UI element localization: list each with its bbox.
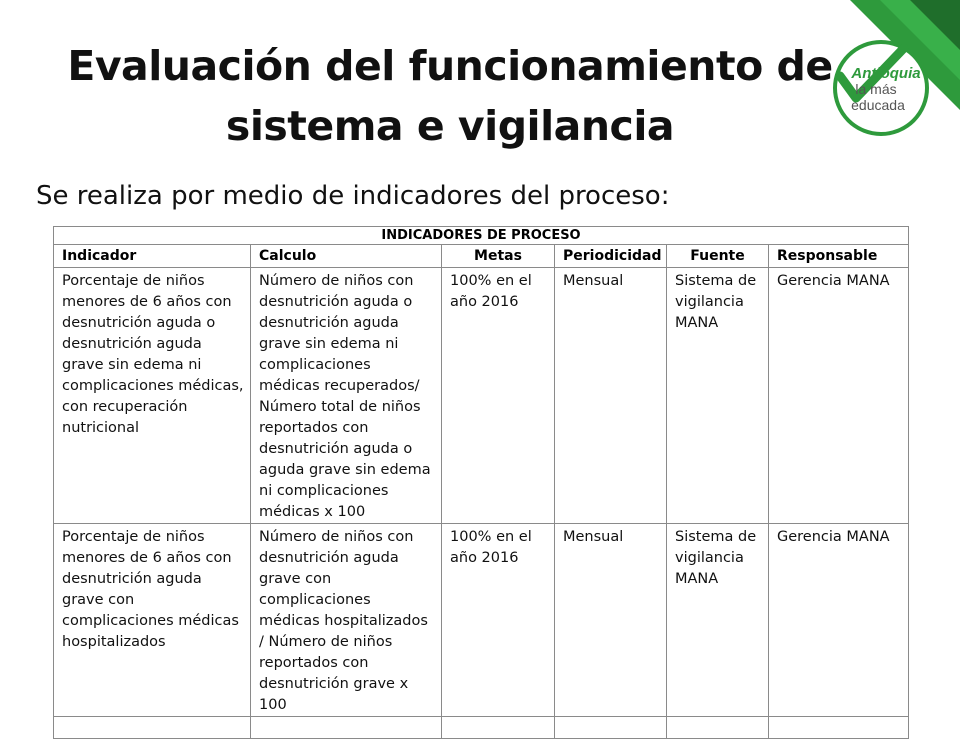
- cell-indicador: Porcentaje de niños menores de 6 años con desnutrición aguda grave con complicaciones médicas hospitalizados: [54, 524, 251, 717]
- header-periodicidad: Periodicidad: [555, 245, 667, 268]
- table-row: [54, 268, 909, 524]
- table-row: [54, 524, 909, 717]
- cell-periodicidad: Mensual: [555, 268, 667, 524]
- cell-calculo: Número de niños con desnutrición aguda grave con complicaciones médicas hospitalizados / Número de niños reportados con desnutrición grave x 100: [251, 524, 442, 717]
- logo-line2: la más: [855, 81, 897, 97]
- cell-indicador: Porcentaje de niños menores de 6 años con desnutrición aguda o desnutrición aguda grave sin edema ni complicaciones médicas, con recuperación nutricional: [54, 268, 251, 524]
- cell-metas: 100% en el año 2016: [442, 524, 555, 717]
- cell-fuente: Sistema de vigilancia MANA: [667, 524, 769, 717]
- cell-fuente: Sistema de vigilancia MANA: [667, 268, 769, 524]
- logo-line1: Antioquia: [851, 65, 921, 82]
- slide-title: [20, 36, 880, 156]
- header-calculo: Calculo: [251, 245, 442, 268]
- indicators-table: [53, 226, 909, 739]
- header-indicador: Indicador: [54, 245, 251, 268]
- cell-metas: 100% en el año 2016: [442, 268, 555, 524]
- logo-line3: educada: [851, 97, 905, 113]
- slide-title-line2: sistema e vigilancia: [225, 102, 675, 150]
- header-metas: Metas: [442, 245, 555, 268]
- cell-responsable: Gerencia MANA: [769, 268, 909, 524]
- cell-responsable: Gerencia MANA: [769, 524, 909, 717]
- header-responsable: Responsable: [769, 245, 909, 268]
- header-fuente: Fuente: [667, 245, 769, 268]
- cell-periodicidad: Mensual: [555, 524, 667, 717]
- slide-title-line1: Evaluación del funcionamiento de: [67, 42, 833, 90]
- cell-calculo: Número de niños con desnutrición aguda o desnutrición aguda grave sin edema ni complicaciones médicas recuperados/ Número total de niños reportados con desnutrición aguda o aguda grave sin edema ni complicaciones médicas x 100: [251, 268, 442, 524]
- slide-subtitle: Se realiza por medio de indicadores del proceso:: [36, 181, 670, 211]
- table-title: INDICADORES DE PROCESO: [54, 227, 909, 245]
